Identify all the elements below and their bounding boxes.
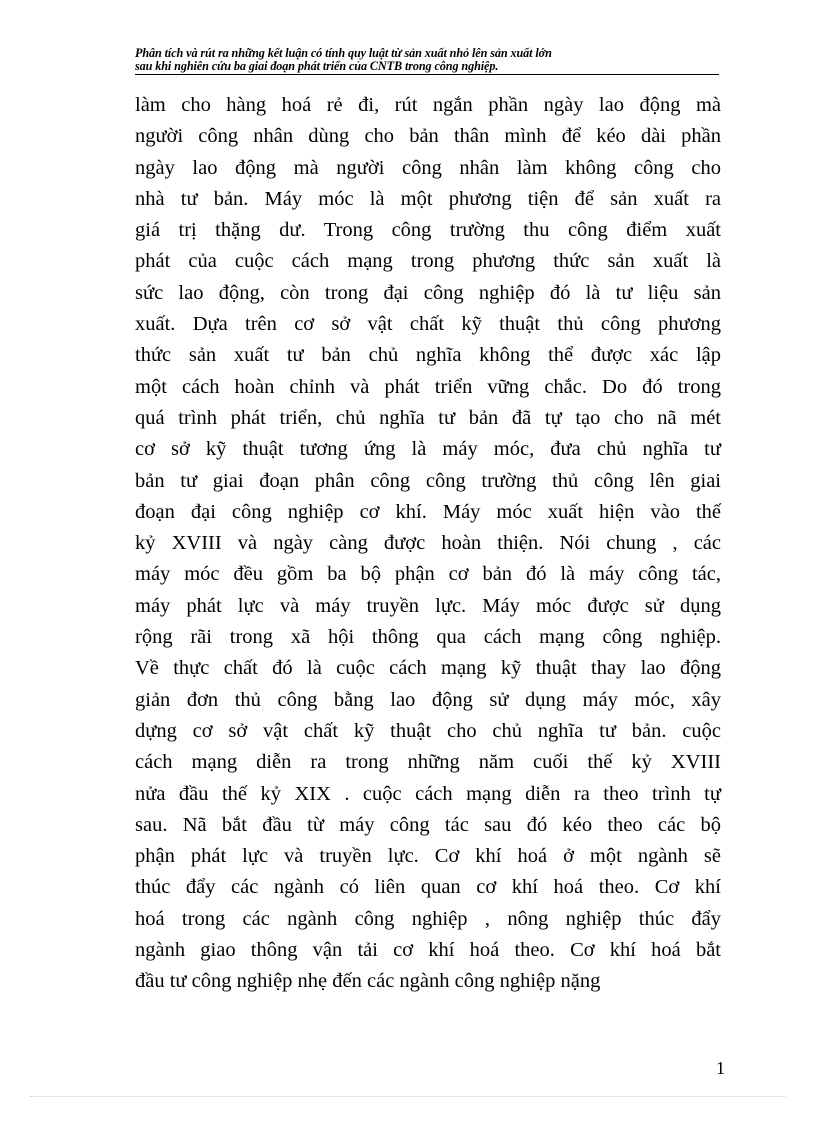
body-line: bản tư giai đoạn phân công công trường thủ công lên giai	[135, 469, 721, 492]
body-line: đoạn đại công nghiệp cơ khí. Máy móc xuất hiện vào thế	[135, 500, 721, 523]
page-number: 1	[716, 1058, 725, 1078]
body-line: phát của cuộc cách mạng trong phương thức sản xuất là	[135, 250, 721, 273]
body-line: ngành giao thông vận tải cơ khí hoá theo. Cơ khí hoá bắt	[135, 939, 721, 962]
body-line: giản đơn thủ công bằng lao động sử dụng máy móc, xây	[135, 688, 721, 711]
body-line: giá trị thặng dư. Trong công trường thu công điểm xuất	[135, 219, 721, 242]
body-line: xuất. Dựa trên cơ sở vật chất kỹ thuật thủ công phương	[135, 313, 721, 336]
header-line-1: Phân tích và rút ra những kết luận có tính quy luật từ sản xuất nhỏ lên sản xuất lớn	[135, 46, 552, 60]
body-line: thức sản xuất tư bản chủ nghĩa không thể được xác lập	[135, 344, 721, 367]
body-paragraph	[135, 90, 721, 998]
body-line: kỷ XVIII và ngày càng được hoàn thiện. Nói chung , các	[135, 532, 721, 555]
body-line: ngày lao động mà người công nhân làm không công cho	[135, 156, 721, 179]
running-header	[135, 47, 719, 75]
body-line: phận phát lực và truyền lực. Cơ khí hoá ở một ngành sẽ	[135, 845, 721, 868]
body-line: đầu tư công nghiệp nhẹ đến các ngành công nghiệp nặng	[135, 970, 601, 993]
body-line: hoá trong các ngành công nghiệp , nông nghiệp thúc đẩy	[135, 907, 721, 930]
body-line: quá trình phát triển, chủ nghĩa tư bản đã tự tạo cho nã mét	[135, 406, 721, 429]
body-line: nửa đầu thế kỷ XIX . cuộc cách mạng diễn ra theo trình tự	[135, 782, 721, 805]
body-line: Về thực chất đó là cuộc cách mạng kỹ thuật thay lao động	[135, 657, 721, 680]
body-line: sức lao động, còn trong đại công nghiệp đó là tư liệu sản	[135, 281, 721, 304]
body-line: cơ sở kỹ thuật tương ứng là máy móc, đưa chủ nghĩa tư	[135, 438, 721, 461]
body-line: rộng rãi trong xã hội thông qua cách mạng công nghiệp.	[135, 626, 721, 649]
body-line: người công nhân dùng cho bản thân mình để kéo dài phần	[135, 125, 721, 148]
header-line-2: sau khi nghiên cứu ba giai đoạn phát triển của CNTB trong công nghiệp.	[135, 59, 499, 73]
footer-divider	[30, 1096, 786, 1097]
body-line: dựng cơ sở vật chất kỹ thuật cho chủ nghĩa tư bản. cuộc	[135, 719, 721, 742]
body-line: thúc đẩy các ngành có liên quan cơ khí hoá theo. Cơ khí	[135, 876, 721, 899]
body-line: làm cho hàng hoá rẻ đi, rút ngắn phần ngày lao động mà	[135, 94, 721, 116]
body-line: máy phát lực và máy truyền lực. Máy móc được sử dụng	[135, 594, 721, 617]
body-line: một cách hoàn chỉnh và phát triển vững chắc. Do đó trong	[135, 375, 721, 398]
body-line: cách mạng diễn ra trong những năm cuối thế kỷ XVIII	[135, 751, 721, 774]
body-line: sau. Nã bắt đầu từ máy công tác sau đó kéo theo các bộ	[135, 813, 721, 836]
body-line: nhà tư bản. Máy móc là một phương tiện để sản xuất ra	[135, 187, 721, 210]
body-line: máy móc đều gồm ba bộ phận cơ bản đó là máy công tác,	[135, 563, 721, 586]
